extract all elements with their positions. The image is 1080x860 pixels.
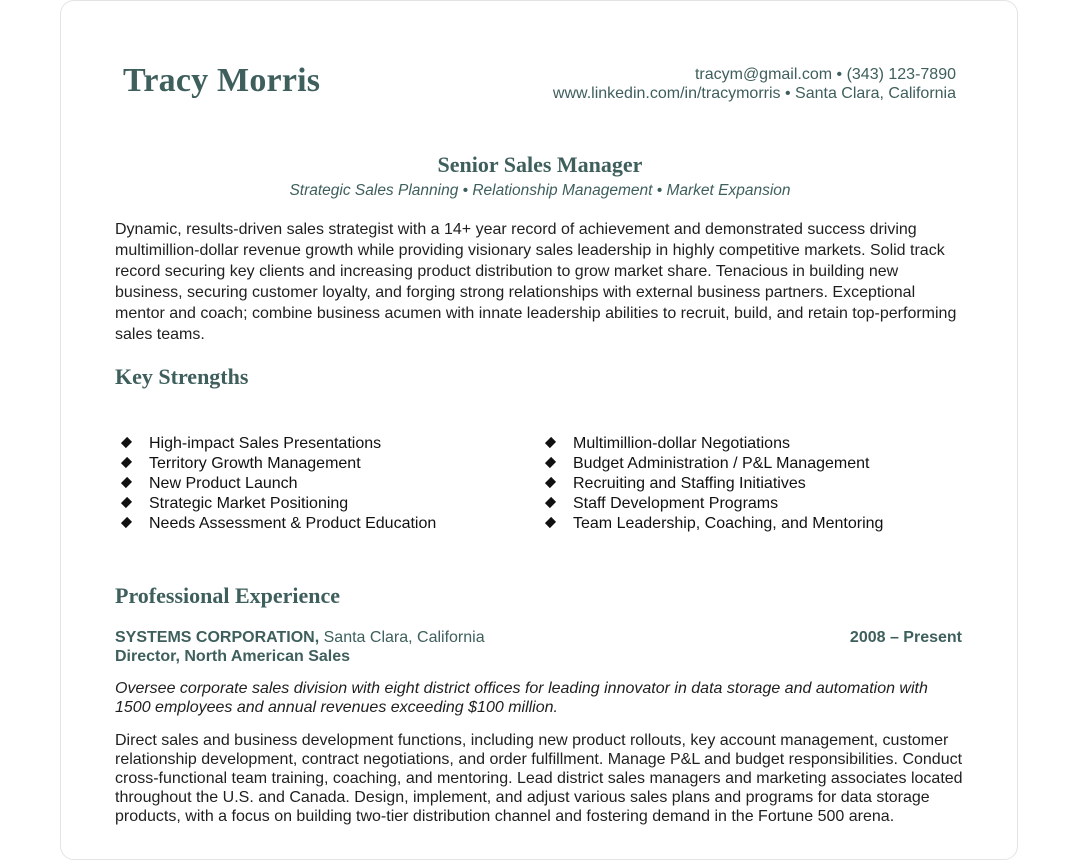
strength-label: Territory Growth Management bbox=[149, 455, 361, 472]
job-location: Santa Clara, California bbox=[323, 629, 485, 646]
list-item bbox=[115, 474, 436, 494]
diamond-bullet-icon bbox=[545, 437, 556, 448]
job-role: Director, North American Sales bbox=[115, 648, 351, 665]
job-header bbox=[115, 628, 962, 666]
contact-info bbox=[553, 65, 956, 103]
diamond-bullet-icon bbox=[121, 477, 132, 488]
strength-label: Staff Development Programs bbox=[573, 495, 779, 512]
list-item bbox=[115, 454, 436, 474]
strength-label: Strategic Market Positioning bbox=[149, 495, 349, 512]
job-description: Oversee corporate sales division with eight district offices for leading innovator in data storage and automation with 1500 employees and annual revenues exceeding $100 million. bbox=[115, 680, 928, 716]
job-dates: 2008 – Present bbox=[849, 629, 962, 646]
section-title-key-strengths: Key Strengths bbox=[115, 364, 249, 389]
list-item bbox=[539, 514, 883, 534]
strength-label: New Product Launch bbox=[149, 475, 298, 492]
strength-label: Needs Assessment & Product Education bbox=[149, 515, 437, 532]
job-details: Direct sales and business development functions, including new product rollouts, key account management, customer relationship development, contract negotiations, and order fulfillment. Manage P&L and budget responsibilities. Conduct cross-functional team training, coaching, and mentoring. Lead district sales managers and marketing associates located throughout the U.S. and Canada. Design, implement, and adjust various sales plans and programs for data storage products, with a focus on building two-tier distribution channel and fostering demand in the Fortune 500 arena. bbox=[115, 732, 963, 825]
job-company: SYSTEMS CORPORATION, bbox=[115, 629, 320, 646]
strength-label: Recruiting and Staffing Initiatives bbox=[573, 475, 806, 492]
section-title-professional-experience: Professional Experience bbox=[115, 583, 341, 608]
diamond-bullet-icon bbox=[121, 517, 132, 528]
summary-paragraph: Dynamic, results-driven sales strategist with a 14+ year record of achievement and demonstrated success driving multimillion-dollar revenue growth while providing visionary sales leadership in highly competitive markets. Solid track record securing key clients and increasing product distribution to grow market share. Tenacious in building new business, securing customer loyalty, and forging strong relationships with external business partners. Exceptional mentor and coach; combine business acumen with innate leadership abilities to recruit, build, and retain top-performing sales teams. bbox=[115, 221, 957, 343]
list-item bbox=[539, 494, 883, 514]
diamond-bullet-icon bbox=[545, 497, 556, 508]
strength-label: Budget Administration / P&L Management bbox=[573, 455, 870, 472]
diamond-bullet-icon bbox=[121, 437, 132, 448]
list-item bbox=[539, 454, 883, 474]
strength-label: Team Leadership, Coaching, and Mentoring bbox=[573, 515, 884, 532]
list-item bbox=[115, 434, 436, 454]
diamond-bullet-icon bbox=[545, 517, 556, 528]
diamond-bullet-icon bbox=[121, 457, 132, 468]
headline-title: Senior Sales Manager bbox=[437, 152, 643, 177]
headline-specialties: Strategic Sales Planning • Relationship Management • Market Expansion bbox=[289, 182, 791, 199]
list-item bbox=[115, 494, 436, 514]
list-item bbox=[115, 514, 436, 534]
strength-label: Multimillion-dollar Negotiations bbox=[573, 435, 790, 452]
list-item bbox=[539, 474, 883, 494]
strengths-list-left bbox=[115, 434, 436, 534]
diamond-bullet-icon bbox=[545, 477, 556, 488]
contact-line-linkedin-location: www.linkedin.com/in/tracymorris • Santa Clara, California bbox=[552, 85, 956, 102]
diamond-bullet-icon bbox=[121, 497, 132, 508]
strength-label: High-impact Sales Presentations bbox=[149, 435, 382, 452]
list-item bbox=[539, 434, 883, 454]
strengths-list-right bbox=[539, 434, 883, 534]
diamond-bullet-icon bbox=[545, 457, 556, 468]
candidate-name: Tracy Morris bbox=[123, 62, 321, 99]
contact-line-email-phone: tracym@gmail.com • (343) 123-7890 bbox=[694, 66, 956, 83]
